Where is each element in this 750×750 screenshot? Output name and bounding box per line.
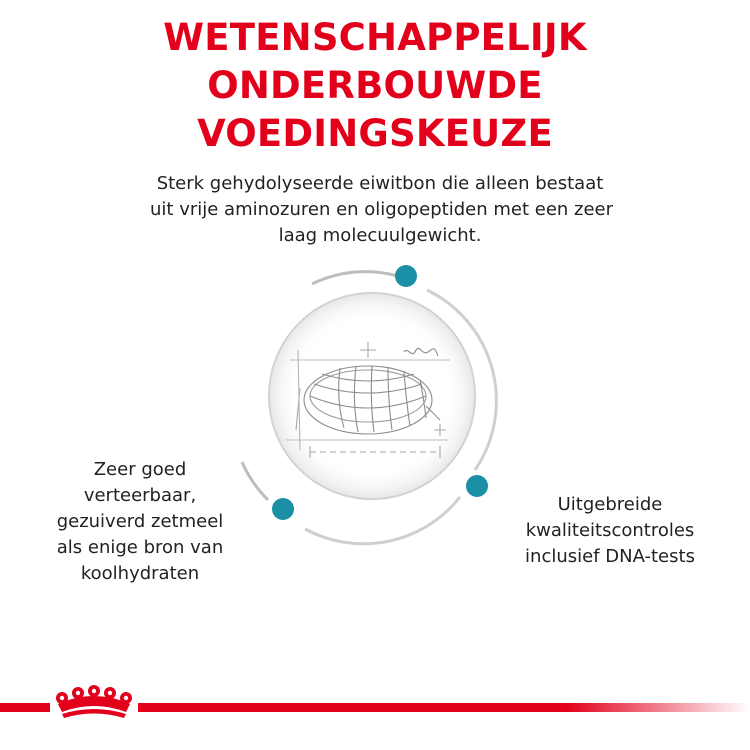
- benefit-left-text: [20, 457, 260, 587]
- title-line-1: WETENSCHAPPELIJK ONDERBOUWDE: [163, 16, 587, 107]
- benefit-right-text: [485, 492, 735, 570]
- royal-canin-crown-icon: [52, 684, 136, 724]
- title-line-2: VOEDINGSKEUZE: [197, 112, 553, 155]
- benefit-top-line: Sterk gehydolyseerde eiwitbon die alleen bestaat: [156, 173, 604, 194]
- benefit-left-line: verteerbaar,: [83, 485, 197, 506]
- benefit-top-line: laag molecuulgewicht.: [278, 225, 482, 246]
- benefit-right-line: Uitgebreide: [557, 494, 663, 515]
- benefit-top-line: uit vrije aminozuren en oligopeptiden met een zeer: [150, 199, 614, 220]
- inner-disc: [269, 293, 475, 499]
- benefit-top-text: [150, 171, 614, 249]
- benefit-left-line: koolhydraten: [80, 563, 200, 584]
- benefit-right-line: kwaliteitscontroles: [525, 520, 695, 541]
- benefit-left-line: als enige bron van: [56, 537, 224, 558]
- benefit-left-line: gezuiverd zetmeel: [56, 511, 224, 532]
- benefit-right-line: inclusief DNA-tests: [525, 546, 695, 567]
- footer-rule-left: [0, 703, 50, 712]
- dot-left: [272, 498, 294, 520]
- benefit-left-line: Zeer goed: [93, 459, 187, 480]
- dot-top: [395, 265, 417, 287]
- footer-rule-right: [138, 703, 750, 712]
